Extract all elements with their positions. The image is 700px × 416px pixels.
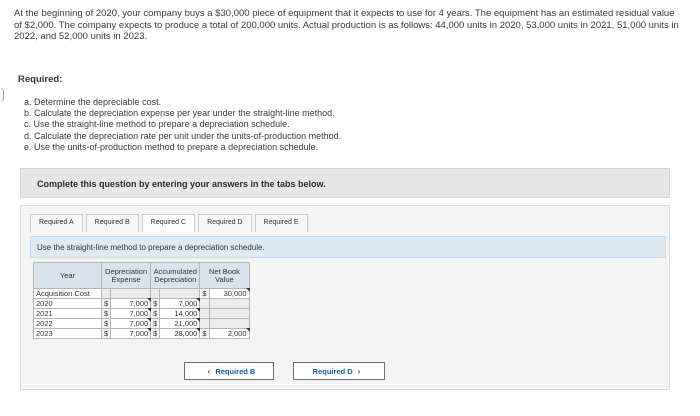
- tab-required-e[interactable]: Required E: [255, 214, 308, 232]
- expense-input[interactable]: 7,000: [111, 309, 151, 319]
- currency-sign: $: [200, 289, 209, 299]
- header-dep-expense: Depreciation Expense: [102, 263, 151, 289]
- currency-sign: $: [102, 329, 111, 339]
- book-value-cell: [209, 309, 249, 319]
- book-value-cell: [209, 299, 249, 309]
- scroll-marker: [0, 88, 4, 102]
- table-row: [34, 309, 250, 319]
- instructions-banner: [20, 168, 670, 198]
- banner-text: Complete this question by entering your answers in the tabs below.: [37, 179, 326, 189]
- table-row: [34, 319, 250, 329]
- accumulated-input[interactable]: 7,000: [160, 299, 200, 309]
- chevron-right-icon: ›: [357, 366, 361, 376]
- book-value-input[interactable]: 2,000: [209, 329, 249, 339]
- acquisition-row: [34, 289, 250, 299]
- row-year: 2022: [34, 319, 102, 329]
- tab-required-c[interactable]: Required C: [142, 214, 195, 232]
- accumulated-input[interactable]: 14,000: [160, 309, 200, 319]
- chevron-left-icon: ‹: [207, 366, 211, 376]
- requirement-a: a. Determine the depreciable cost.: [24, 97, 162, 107]
- currency-sign: $: [151, 309, 160, 319]
- acquisition-book-value[interactable]: 30,000: [209, 289, 249, 299]
- problem-statement: At the beginning of 2020, your company buys a $30,000 piece of equipment that it expects to use for 4 years. The equipment has an estimated residual value of $2,000. The company expects to produce a total of 200,000 units. Actual production is as follows: 44,000 units in 2020, 53,000 units in 2021, 51,000 units in 2022, and 52,000 units in 2023.: [14, 8, 679, 42]
- expense-input[interactable]: 7,000: [111, 319, 151, 329]
- next-tab-label: Required D: [312, 366, 353, 376]
- currency-sign: $: [102, 319, 111, 329]
- row-year: 2021: [34, 309, 102, 319]
- depreciation-schedule-table: [33, 262, 250, 339]
- currency-sign: $: [151, 299, 160, 309]
- header-accum-dep: Accumulated Depreciation: [151, 263, 200, 289]
- table-row: [34, 329, 250, 339]
- currency-sign: $: [151, 329, 160, 339]
- tab-instruction: Use the straight-line method to prepare a depreciation schedule.: [30, 236, 666, 258]
- requirements-list: [24, 97, 341, 153]
- accumulated-input[interactable]: 21,000: [160, 319, 200, 329]
- previous-tab-label: Required B: [215, 366, 256, 376]
- currency-sign: $: [151, 319, 160, 329]
- tab-required-d[interactable]: Required D: [198, 214, 251, 232]
- tab-required-a[interactable]: Required A: [30, 214, 83, 232]
- currency-sign: $: [200, 329, 209, 339]
- tab-bar: [30, 214, 311, 232]
- book-value-cell: [209, 319, 249, 329]
- expense-input[interactable]: 7,000: [111, 299, 151, 309]
- row-year: 2020: [34, 299, 102, 309]
- header-year: Year: [34, 263, 102, 289]
- currency-sign: $: [102, 299, 111, 309]
- expense-input[interactable]: 7,000: [111, 329, 151, 339]
- currency-sign: $: [102, 309, 111, 319]
- previous-tab-button[interactable]: [184, 362, 274, 380]
- acquisition-label: Acquisition Cost: [34, 289, 102, 299]
- next-tab-button[interactable]: [293, 362, 385, 380]
- tab-required-b[interactable]: Required B: [86, 214, 139, 232]
- row-year: 2023: [34, 329, 102, 339]
- requirement-d: d. Calculate the depreciation rate per unit under the units-of-production method.: [24, 130, 342, 141]
- required-heading: Required:: [18, 74, 63, 85]
- requirement-e: e. Use the units-of-production method to prepare a depreciation schedule.: [24, 141, 319, 152]
- header-book-value: Net Book Value: [200, 263, 249, 289]
- header-row: [34, 263, 250, 289]
- requirement-c: c. Use the straight-line method to prepare a depreciation schedule.: [24, 119, 290, 130]
- table-row: [34, 299, 250, 309]
- accumulated-input[interactable]: 28,000: [160, 329, 200, 339]
- requirement-b: b. Calculate the depreciation expense per year under the straight-line method.: [24, 108, 335, 119]
